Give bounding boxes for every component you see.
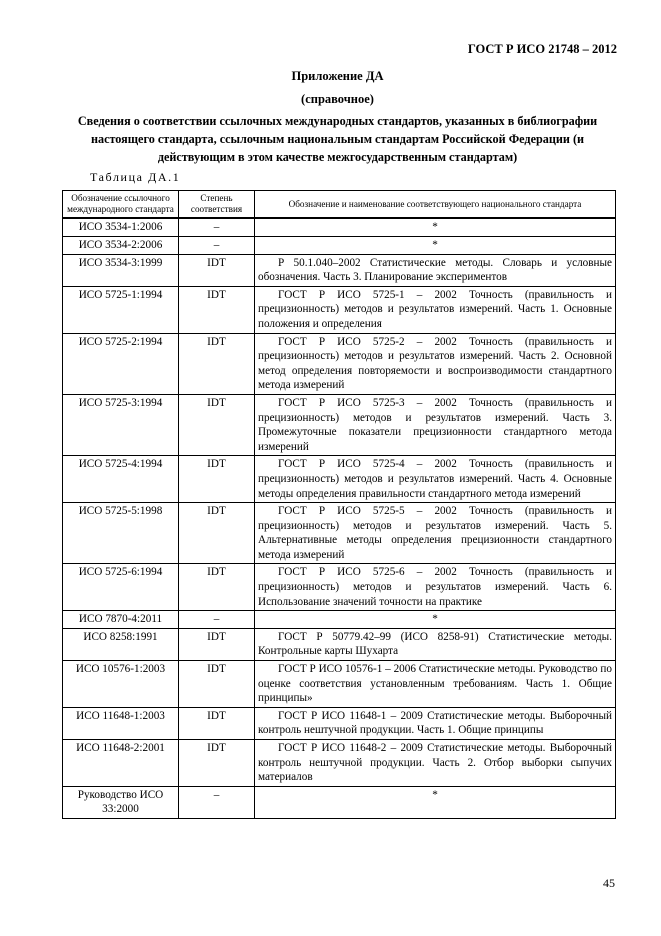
degree-cell: IDT bbox=[179, 707, 255, 739]
degree-cell: IDT bbox=[179, 503, 255, 564]
header-degree: Степень соответствия bbox=[179, 191, 255, 219]
table-body bbox=[63, 218, 616, 818]
degree-cell: – bbox=[179, 786, 255, 818]
table-row bbox=[63, 218, 616, 236]
table-row bbox=[63, 456, 616, 503]
national-standard-cell: ГОСТ Р ИСО 5725-4 – 2002 Точность (правильность и прецизионность) методов и результатов измерений. Часть 4. Основные методы определения правильности стандартного метода измерений bbox=[255, 456, 616, 503]
header-national-standard: Обозначение и наименование соответствующего национального стандарта bbox=[255, 191, 616, 219]
header-intl-standard: Обозначение ссылочного международного стандарта bbox=[63, 191, 179, 219]
degree-cell: IDT bbox=[179, 254, 255, 286]
document-code: ГОСТ Р ИСО 21748 – 2012 bbox=[467, 42, 617, 56]
degree-cell: IDT bbox=[179, 740, 255, 787]
degree-cell: IDT bbox=[179, 394, 255, 455]
national-standard-cell: ГОСТ Р ИСО 5725-6 – 2002 Точность (правильность и прецизионность) методов и результатов измерений. Часть 6. Использование значений точности на практике bbox=[255, 564, 616, 611]
degree-cell: IDT bbox=[179, 456, 255, 503]
table-row bbox=[63, 611, 616, 629]
national-standard-cell: ГОСТ Р ИСО 11648-1 – 2009 Статистические методы. Выборочный контроль нештучной продукции. Часть 1. Общие принципы bbox=[255, 707, 616, 739]
intl-standard-cell: ИСО 3534-1:2006 bbox=[63, 218, 179, 236]
national-standard-cell: ГОСТ Р ИСО 10576-1 – 2006 Статистические методы. Руководство по оценке соответствия установленным требованиям. Часть 1. Общие принципы» bbox=[255, 661, 616, 708]
intl-standard-cell: ИСО 5725-3:1994 bbox=[63, 394, 179, 455]
page-number: 45 bbox=[603, 876, 615, 890]
intl-standard-cell: ИСО 5725-4:1994 bbox=[63, 456, 179, 503]
intl-standard-cell: ИСО 3534-2:2006 bbox=[63, 237, 179, 255]
degree-cell: IDT bbox=[179, 564, 255, 611]
table-row bbox=[63, 661, 616, 708]
correspondence-table bbox=[62, 190, 616, 819]
degree-cell: – bbox=[179, 237, 255, 255]
table-row bbox=[63, 503, 616, 564]
degree-cell: IDT bbox=[179, 333, 255, 394]
intl-standard-cell: ИСО 5725-5:1998 bbox=[63, 503, 179, 564]
intl-standard-cell: ИСО 5725-2:1994 bbox=[63, 333, 179, 394]
table-row bbox=[63, 740, 616, 787]
national-standard-cell: ГОСТ Р ИСО 5725-5 – 2002 Точность (правильность и прецизионность) методов и результатов измерений. Часть 5. Альтернативные методы определения прецизионности стандартного метода измерений bbox=[255, 503, 616, 564]
degree-cell: – bbox=[179, 218, 255, 236]
intl-standard-cell: ИСО 10576-1:2003 bbox=[63, 661, 179, 708]
intl-standard-cell: ИСО 5725-6:1994 bbox=[63, 564, 179, 611]
table-row bbox=[63, 564, 616, 611]
intl-standard-cell: ИСО 11648-2:2001 bbox=[63, 740, 179, 787]
national-standard-cell: ГОСТ Р ИСО 5725-3 – 2002 Точность (правильность и прецизионность) методов и результатов измерений. Часть 3. Промежуточные показатели прецизионности стандартного метода измерений bbox=[255, 394, 616, 455]
table-row bbox=[63, 628, 616, 660]
national-standard-cell: * bbox=[255, 237, 616, 255]
national-standard-cell: * bbox=[255, 611, 616, 629]
table-row bbox=[63, 254, 616, 286]
table-row bbox=[63, 786, 616, 818]
appendix-title: Приложение ДА bbox=[291, 69, 384, 83]
degree-cell: IDT bbox=[179, 286, 255, 333]
national-standard-cell: Р 50.1.040–2002 Статистические методы. Словарь и условные обозначения. Часть 3. Планирование экспериментов bbox=[255, 254, 616, 286]
intl-standard-cell: Руководство ИСО 33:2000 bbox=[63, 786, 179, 818]
intl-standard-cell: ИСО 3534-3:1999 bbox=[63, 254, 179, 286]
national-standard-cell: ГОСТ Р ИСО 5725-2 – 2002 Точность (правильность и прецизионность) методов и результатов измерений. Часть 2. Основной метод определения повторяемости и воспроизводимости стандартного метода измерений bbox=[255, 333, 616, 394]
table-row bbox=[63, 286, 616, 333]
intl-standard-cell: ИСО 7870-4:2011 bbox=[63, 611, 179, 629]
national-standard-cell: ГОСТ Р ИСО 11648-2 – 2009 Статистические методы. Выборочный контроль нештучной продукции. Часть 2. Отбор выборки сыпучих материалов bbox=[255, 740, 616, 787]
table-row bbox=[63, 333, 616, 394]
national-standard-cell: ГОСТ Р ИСО 5725-1 – 2002 Точность (правильность и прецизионность) методов и результатов измерений. Часть 1. Основные положения и определения bbox=[255, 286, 616, 333]
appendix-status: (справочное) bbox=[301, 92, 374, 106]
intl-standard-cell: ИСО 8258:1991 bbox=[63, 628, 179, 660]
section-title: Сведения о соответствии ссылочных международных стандартов, указанных в библиографии настоящего стандарта, ссылочным национальным стандартам Российской Федерации (и действующим в этом качестве межгосударственным стандартам) bbox=[77, 114, 598, 164]
degree-cell: IDT bbox=[179, 628, 255, 660]
degree-cell: IDT bbox=[179, 661, 255, 708]
degree-cell: – bbox=[179, 611, 255, 629]
table-header-row bbox=[63, 191, 616, 219]
table-row bbox=[63, 237, 616, 255]
national-standard-cell: ГОСТ Р 50779.42–99 (ИСО 8258-91) Статистические методы. Контрольные карты Шухарта bbox=[255, 628, 616, 660]
table-row bbox=[63, 394, 616, 455]
intl-standard-cell: ИСО 11648-1:2003 bbox=[63, 707, 179, 739]
intl-standard-cell: ИСО 5725-1:1994 bbox=[63, 286, 179, 333]
table-row bbox=[63, 707, 616, 739]
national-standard-cell: * bbox=[255, 786, 616, 818]
table-label: Таблица ДА.1 bbox=[90, 170, 181, 184]
national-standard-cell: * bbox=[255, 218, 616, 236]
